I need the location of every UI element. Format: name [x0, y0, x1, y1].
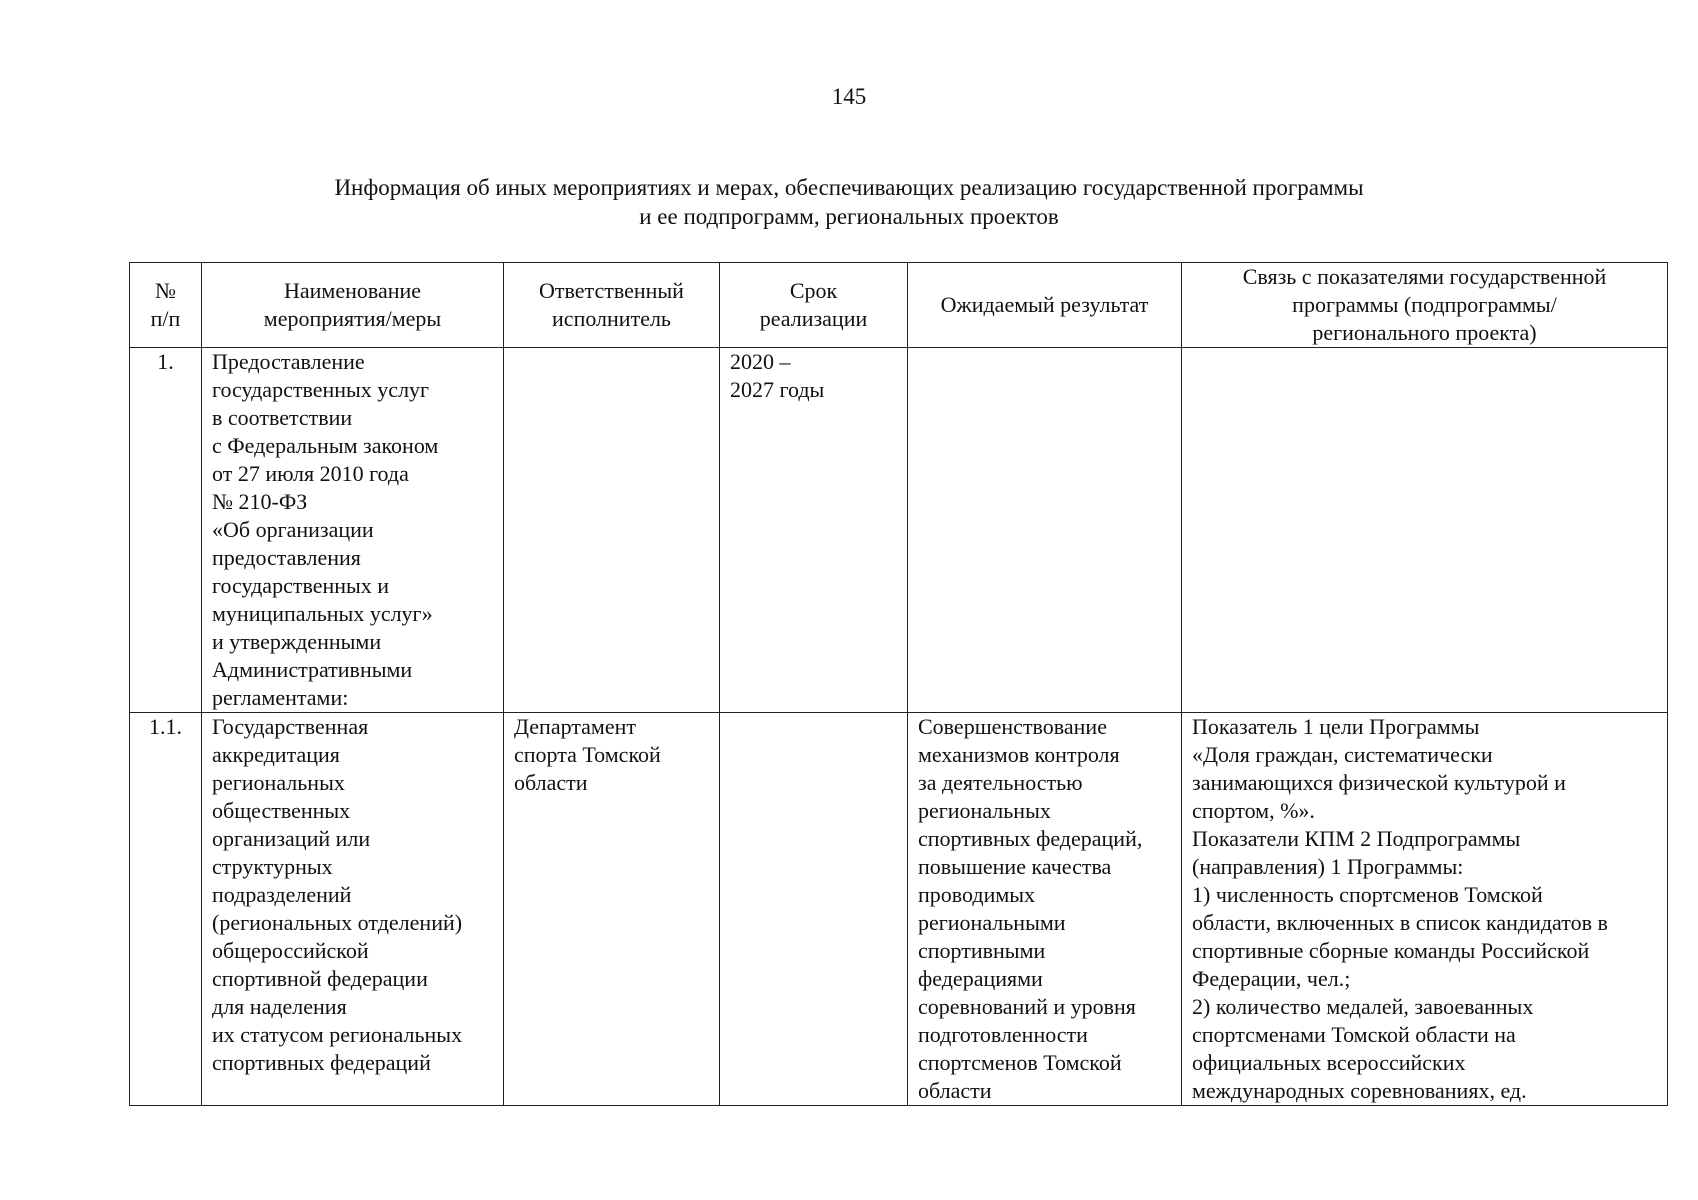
cell-text-line: спортсменов Томской [918, 1050, 1122, 1075]
cell-text-line: в соответствии [212, 405, 353, 430]
cell-text-line: регламентами: [212, 685, 349, 710]
cell-text-line: Ожидаемый результат [940, 292, 1149, 317]
table-header-row [130, 263, 1668, 348]
cell-text-line: Совершенствование [918, 714, 1107, 739]
cell-text-line: общероссийской [212, 938, 369, 963]
cell-text-line: занимающихся физической культурой и [1192, 770, 1566, 795]
cell-text-line: за деятельностью [918, 770, 1083, 795]
cell-text-line: их статусом региональных [212, 1022, 463, 1047]
cell-text-line: области [514, 770, 588, 795]
cell-text-line: спортивными [918, 938, 1046, 963]
cell-link [1182, 348, 1668, 713]
cell-text-line: «Об организации [212, 517, 374, 542]
cell-text-line: спортивной федерации [212, 966, 428, 991]
cell-text-line: структурных [212, 854, 333, 879]
cell-text-line: и утвержденными [212, 629, 382, 654]
header-link [1182, 263, 1668, 348]
cell-text-line: Связь с показателями государственной [1242, 264, 1607, 289]
cell-executor [504, 713, 720, 1106]
cell-text-line: с Федеральным законом [212, 433, 439, 458]
cell-text-line: Федерации, чел.; [1192, 966, 1351, 991]
cell-text-line: проводимых [918, 882, 1036, 907]
header-name [202, 263, 504, 348]
cell-text-line: подготовленности [918, 1022, 1088, 1047]
document-title-line: и ее подпрограмм, региональных проектов [639, 204, 1059, 229]
table-row [130, 348, 1668, 713]
cell-name [202, 348, 504, 713]
cell-name [202, 713, 504, 1106]
cell-text-line: Показатель 1 цели Программы [1192, 714, 1480, 739]
cell-text-line: предоставления [212, 545, 361, 570]
cell-text-line: механизмов контроля [918, 742, 1120, 767]
cell-text-line: исполнитель [552, 306, 671, 331]
cell-text-line: муниципальных услуг» [212, 601, 433, 626]
cell-text-line: 2) количество медалей, завоеванных [1192, 994, 1534, 1019]
cell-text-line: повышение качества [918, 854, 1112, 879]
document-title [0, 173, 1698, 231]
cell-text-line: Государственная [212, 714, 369, 739]
cell-text-line: Административными [212, 657, 413, 682]
measures-table [129, 262, 1668, 1106]
cell-text-line: п/п [150, 306, 181, 331]
cell-text-line: официальных всероссийских [1192, 1050, 1466, 1075]
page-number: 145 [831, 84, 867, 109]
cell-text-line: № [155, 278, 176, 303]
cell-text-line: Срок [789, 278, 838, 303]
cell-text-line: спортивные сборные команды Российской [1192, 938, 1590, 963]
cell-text-line: Предоставление [212, 349, 365, 374]
cell-text-line: Департамент [514, 714, 637, 739]
cell-text-line: международных соревнованиях, ед. [1192, 1078, 1527, 1103]
cell-text-line: государственных услуг [212, 377, 430, 402]
cell-text-line: (направления) 1 Программы: [1192, 854, 1464, 879]
header-result [908, 263, 1182, 348]
cell-text-line: региональных [212, 770, 345, 795]
cell-num: 1. [130, 348, 202, 713]
header-num [130, 263, 202, 348]
cell-text-line: 1) численность спортсменов Томской [1192, 882, 1543, 907]
cell-text-line: для наделения [212, 994, 347, 1019]
cell-text-line: спортсменами Томской области на [1192, 1022, 1516, 1047]
cell-text-line: государственных и [212, 573, 390, 598]
cell-text-line: аккредитация [212, 742, 340, 767]
table-row [130, 713, 1668, 1106]
cell-num: 1.1. [130, 713, 202, 1106]
cell-text-line: соревнований и уровня [918, 994, 1136, 1019]
cell-text-line: реализации [759, 306, 868, 331]
cell-text-line: региональными [918, 910, 1066, 935]
cell-text-line: регионального проекта) [1312, 320, 1537, 345]
cell-text-line: спортом, %». [1192, 798, 1315, 823]
cell-link [1182, 713, 1668, 1106]
cell-text-line: спортивных федераций [212, 1050, 431, 1075]
cell-text-line: спортивных федераций, [918, 826, 1143, 851]
cell-period [720, 713, 908, 1106]
cell-executor [504, 348, 720, 713]
cell-text-line: Ответственный [539, 278, 684, 303]
cell-text-line: общественных [212, 798, 351, 823]
cell-text-line: программы (подпрограммы/ [1292, 292, 1557, 317]
cell-text-line: № 210-ФЗ [212, 489, 308, 514]
cell-text-line: «Доля граждан, систематически [1192, 742, 1493, 767]
cell-text-line: Показатели КПМ 2 Подпрограммы [1192, 826, 1521, 851]
cell-text-line: федерациями [918, 966, 1043, 991]
document-title-line: Информация об иных мероприятиях и мерах, обеспечивающих реализацию государственной программы [334, 175, 1364, 200]
cell-result [908, 713, 1182, 1106]
cell-text-line: спорта Томской [514, 742, 661, 767]
header-period [720, 263, 908, 348]
cell-text-line: Наименование [283, 278, 422, 303]
cell-text-line: подразделений [212, 882, 352, 907]
cell-text-line: области [918, 1078, 992, 1103]
cell-text-line: 2027 годы [730, 377, 825, 402]
cell-text-line: (региональных отделений) [212, 910, 463, 935]
cell-text-line: области, включенных в список кандидатов в [1192, 910, 1608, 935]
cell-text-line: организаций или [212, 826, 371, 851]
cell-result [908, 348, 1182, 713]
cell-period [720, 348, 908, 713]
cell-text-line: мероприятия/меры [263, 306, 442, 331]
cell-text-line: от 27 июля 2010 года [212, 461, 409, 486]
cell-text-line: региональных [918, 798, 1051, 823]
cell-text-line: 2020 – [730, 349, 791, 374]
header-executor [504, 263, 720, 348]
